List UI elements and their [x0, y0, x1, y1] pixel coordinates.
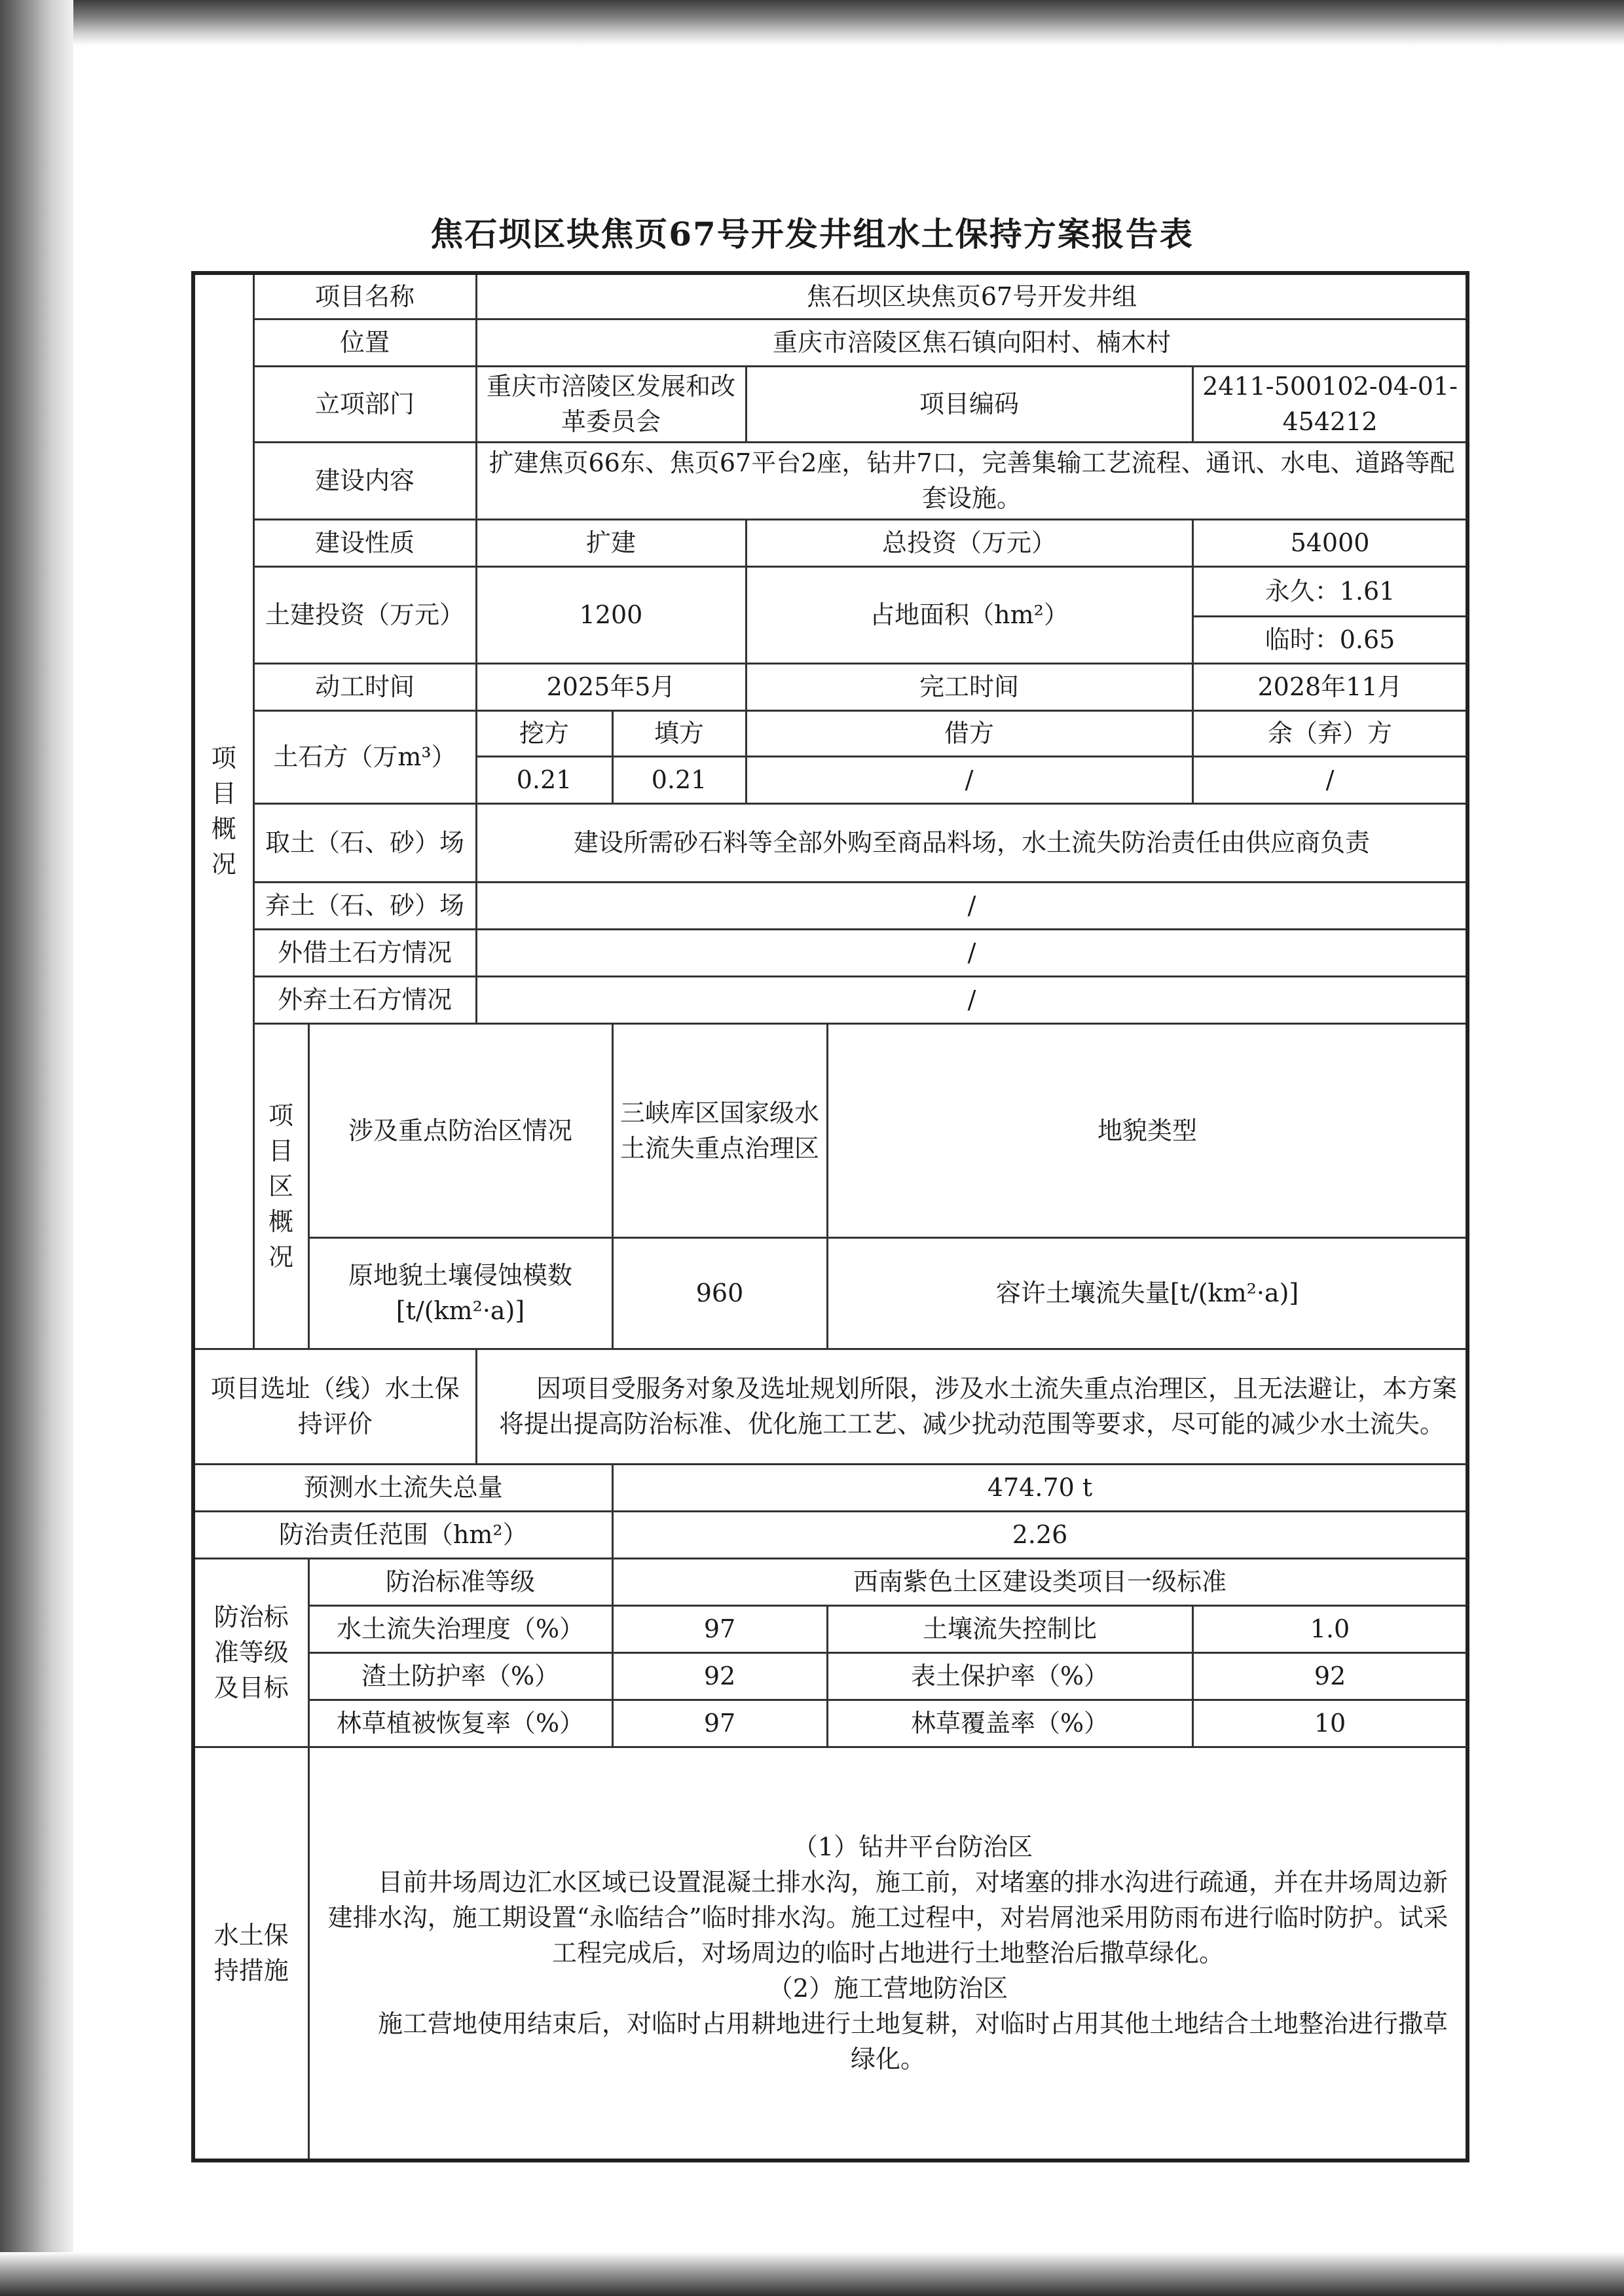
row-standard-grade — [193, 1558, 1467, 1605]
row-site-evaluation — [193, 1349, 1467, 1464]
label-project-name: 项目名称 — [253, 273, 476, 319]
row-ext-spoil — [193, 976, 1467, 1023]
value-target: 10 — [1192, 1700, 1467, 1747]
measures-heading-1: （1）钻井平台防治区 — [792, 1832, 1033, 1862]
section-area: 项目区概况 — [253, 1023, 308, 1349]
row-content — [193, 442, 1467, 519]
label-spoil: 余（弃）方 — [1192, 710, 1467, 756]
page-title: 焦石坝区块焦页67号开发井组水土保持方案报告表 — [430, 215, 1194, 253]
row-erosion — [193, 1237, 1467, 1349]
scan-bottom-shadow — [0, 2252, 1624, 2296]
value-responsibility-scope: 2.26 — [612, 1511, 1467, 1558]
value-predicted-loss: 474.70 t — [612, 1464, 1467, 1511]
value-target: 92 — [612, 1652, 827, 1700]
target-row — [193, 1700, 1467, 1747]
label-target: 表土保护率（%） — [827, 1652, 1192, 1700]
label-start: 动工时间 — [253, 663, 476, 710]
label-target: 渣土防护率（%） — [308, 1652, 612, 1700]
label-end: 完工时间 — [746, 663, 1192, 710]
value-ext-spoil: / — [476, 976, 1467, 1023]
label-land-area: 占地面积（hm²） — [746, 566, 1192, 663]
value-ext-borrow: / — [476, 929, 1467, 976]
row-nature — [193, 519, 1467, 566]
value-land-temporary: 临时：0.65 — [1192, 616, 1467, 663]
row-key-zone — [193, 1023, 1467, 1237]
label-site-evaluation: 项目选址（线）水土保持评价 — [193, 1349, 476, 1464]
row-responsibility-scope — [193, 1511, 1467, 1558]
measures-content — [308, 1747, 1467, 2160]
value-fill: 0.21 — [612, 756, 746, 803]
value-department: 重庆市涪陵区发展和改革委员会 — [476, 366, 746, 442]
label-department: 立项部门 — [253, 366, 476, 442]
label-ext-spoil: 外弃土石方情况 — [253, 976, 476, 1023]
value-land-permanent: 永久：1.61 — [1192, 566, 1467, 616]
value-standard-grade: 西南紫色土区建设类项目一级标准 — [612, 1558, 1467, 1605]
value-borrow: / — [746, 756, 1192, 803]
row-ext-borrow — [193, 929, 1467, 976]
row-borrow-site — [193, 803, 1467, 882]
value-target: 97 — [612, 1605, 827, 1652]
label-allowable-loss: 容许土壤流失量[t/(km²·a)] — [827, 1237, 1467, 1349]
label-civil-invest: 土建投资（万元） — [253, 566, 476, 663]
label-responsibility-scope: 防治责任范围（hm²） — [193, 1511, 612, 1558]
measures-paragraph-1: 目前井场周边汇水区域已设置混凝土排水沟，施工前，对堵塞的排水沟进行疏通，并在井场周边新建排水沟，施工期设置“永临结合”临时排水沟。施工过程中，对岩屑池采用防雨布进行临时防护。试采工程完成后，对场周边的临时占地进行土地整治后撒草绿化。 — [327, 1868, 1449, 1968]
label-ext-borrow: 外借土石方情况 — [253, 929, 476, 976]
label-standard-grade: 防治标准等级 — [308, 1558, 612, 1605]
label-erosion: 原地貌土壤侵蚀模数[t/(km²·a)] — [308, 1237, 612, 1349]
value-location: 重庆市涪陵区焦石镇向阳村、楠木村 — [476, 319, 1467, 366]
row-spoil-site — [193, 882, 1467, 929]
value-project-code: 2411-500102-04-01-454212 — [1192, 366, 1467, 442]
value-nature: 扩建 — [476, 519, 746, 566]
section-measures: 水土保持措施 — [193, 1747, 308, 2160]
row-location — [193, 319, 1467, 366]
label-fill: 填方 — [612, 710, 746, 756]
value-target: 1.0 — [1192, 1605, 1467, 1652]
report-form-table — [191, 271, 1469, 2162]
label-total-invest: 总投资（万元） — [746, 519, 1192, 566]
value-spoil: / — [1192, 756, 1467, 803]
value-spoil-site: / — [476, 882, 1467, 929]
label-target: 林草覆盖率（%） — [827, 1700, 1192, 1747]
label-cut: 挖方 — [476, 710, 612, 756]
row-earth-header — [193, 710, 1467, 756]
label-borrow: 借方 — [746, 710, 1192, 756]
value-cut: 0.21 — [476, 756, 612, 803]
label-nature: 建设性质 — [253, 519, 476, 566]
section-standard: 防治标准等级及目标 — [193, 1558, 308, 1747]
value-site-evaluation: 因项目受服务对象及选址规划所限，涉及水土流失重点治理区，且无法避让，本方案将提出提高防治标准、优化施工工艺、减少扰动范围等要求，尽可能的减少水土流失。 — [476, 1349, 1467, 1464]
value-start: 2025年5月 — [476, 663, 746, 710]
value-erosion: 960 — [612, 1237, 827, 1349]
label-landform: 地貌类型 — [827, 1023, 1467, 1237]
label-predicted-loss: 预测水土流失总量 — [193, 1464, 612, 1511]
row-department — [193, 366, 1467, 442]
measures-paragraph-2: 施工营地使用结束后，对临时占用耕地进行土地复耕，对临时占用其他土地结合土地整治进行撒草绿化。 — [378, 2009, 1449, 2074]
label-borrow-site: 取土（石、砂）场 — [253, 803, 476, 882]
row-predicted-loss — [193, 1464, 1467, 1511]
book-spine-shadow — [0, 0, 73, 2296]
value-total-invest: 54000 — [1192, 519, 1467, 566]
value-target: 97 — [612, 1700, 827, 1747]
row-project-name — [193, 273, 1467, 319]
label-spoil-site: 弃土（石、砂）场 — [253, 882, 476, 929]
value-end: 2028年11月 — [1192, 663, 1467, 710]
target-row — [193, 1652, 1467, 1700]
value-target: 92 — [1192, 1652, 1467, 1700]
value-civil-invest: 1200 — [476, 566, 746, 663]
row-civil-invest — [193, 566, 1467, 616]
target-row — [193, 1605, 1467, 1652]
label-target: 土壤流失控制比 — [827, 1605, 1192, 1652]
value-key-zone: 三峡库区国家级水土流失重点治理区 — [612, 1023, 827, 1237]
label-earthwork: 土石方（万m³） — [253, 710, 476, 803]
label-project-code: 项目编码 — [746, 366, 1192, 442]
label-target: 林草植被恢复率（%） — [308, 1700, 612, 1747]
value-project-name: 焦石坝区块焦页67号开发井组 — [476, 273, 1467, 319]
row-measures — [193, 1747, 1467, 2160]
label-key-zone: 涉及重点防治区情况 — [308, 1023, 612, 1237]
label-target: 水土流失治理度（%） — [308, 1605, 612, 1652]
value-borrow-site: 建设所需砂石料等全部外购至商品料场，水土流失防治责任由供应商负责 — [476, 803, 1467, 882]
label-location: 位置 — [253, 319, 476, 366]
row-schedule — [193, 663, 1467, 710]
label-content: 建设内容 — [253, 442, 476, 519]
value-content: 扩建焦页66东、焦页67平台2座，钻井7口，完善集输工艺流程、通讯、水电、道路等配套设施。 — [476, 442, 1467, 519]
section-overview: 项目概况 — [193, 273, 253, 1349]
measures-heading-2: （2）施工营地防治区 — [767, 1974, 1008, 2003]
scan-top-shadow — [73, 0, 1624, 46]
